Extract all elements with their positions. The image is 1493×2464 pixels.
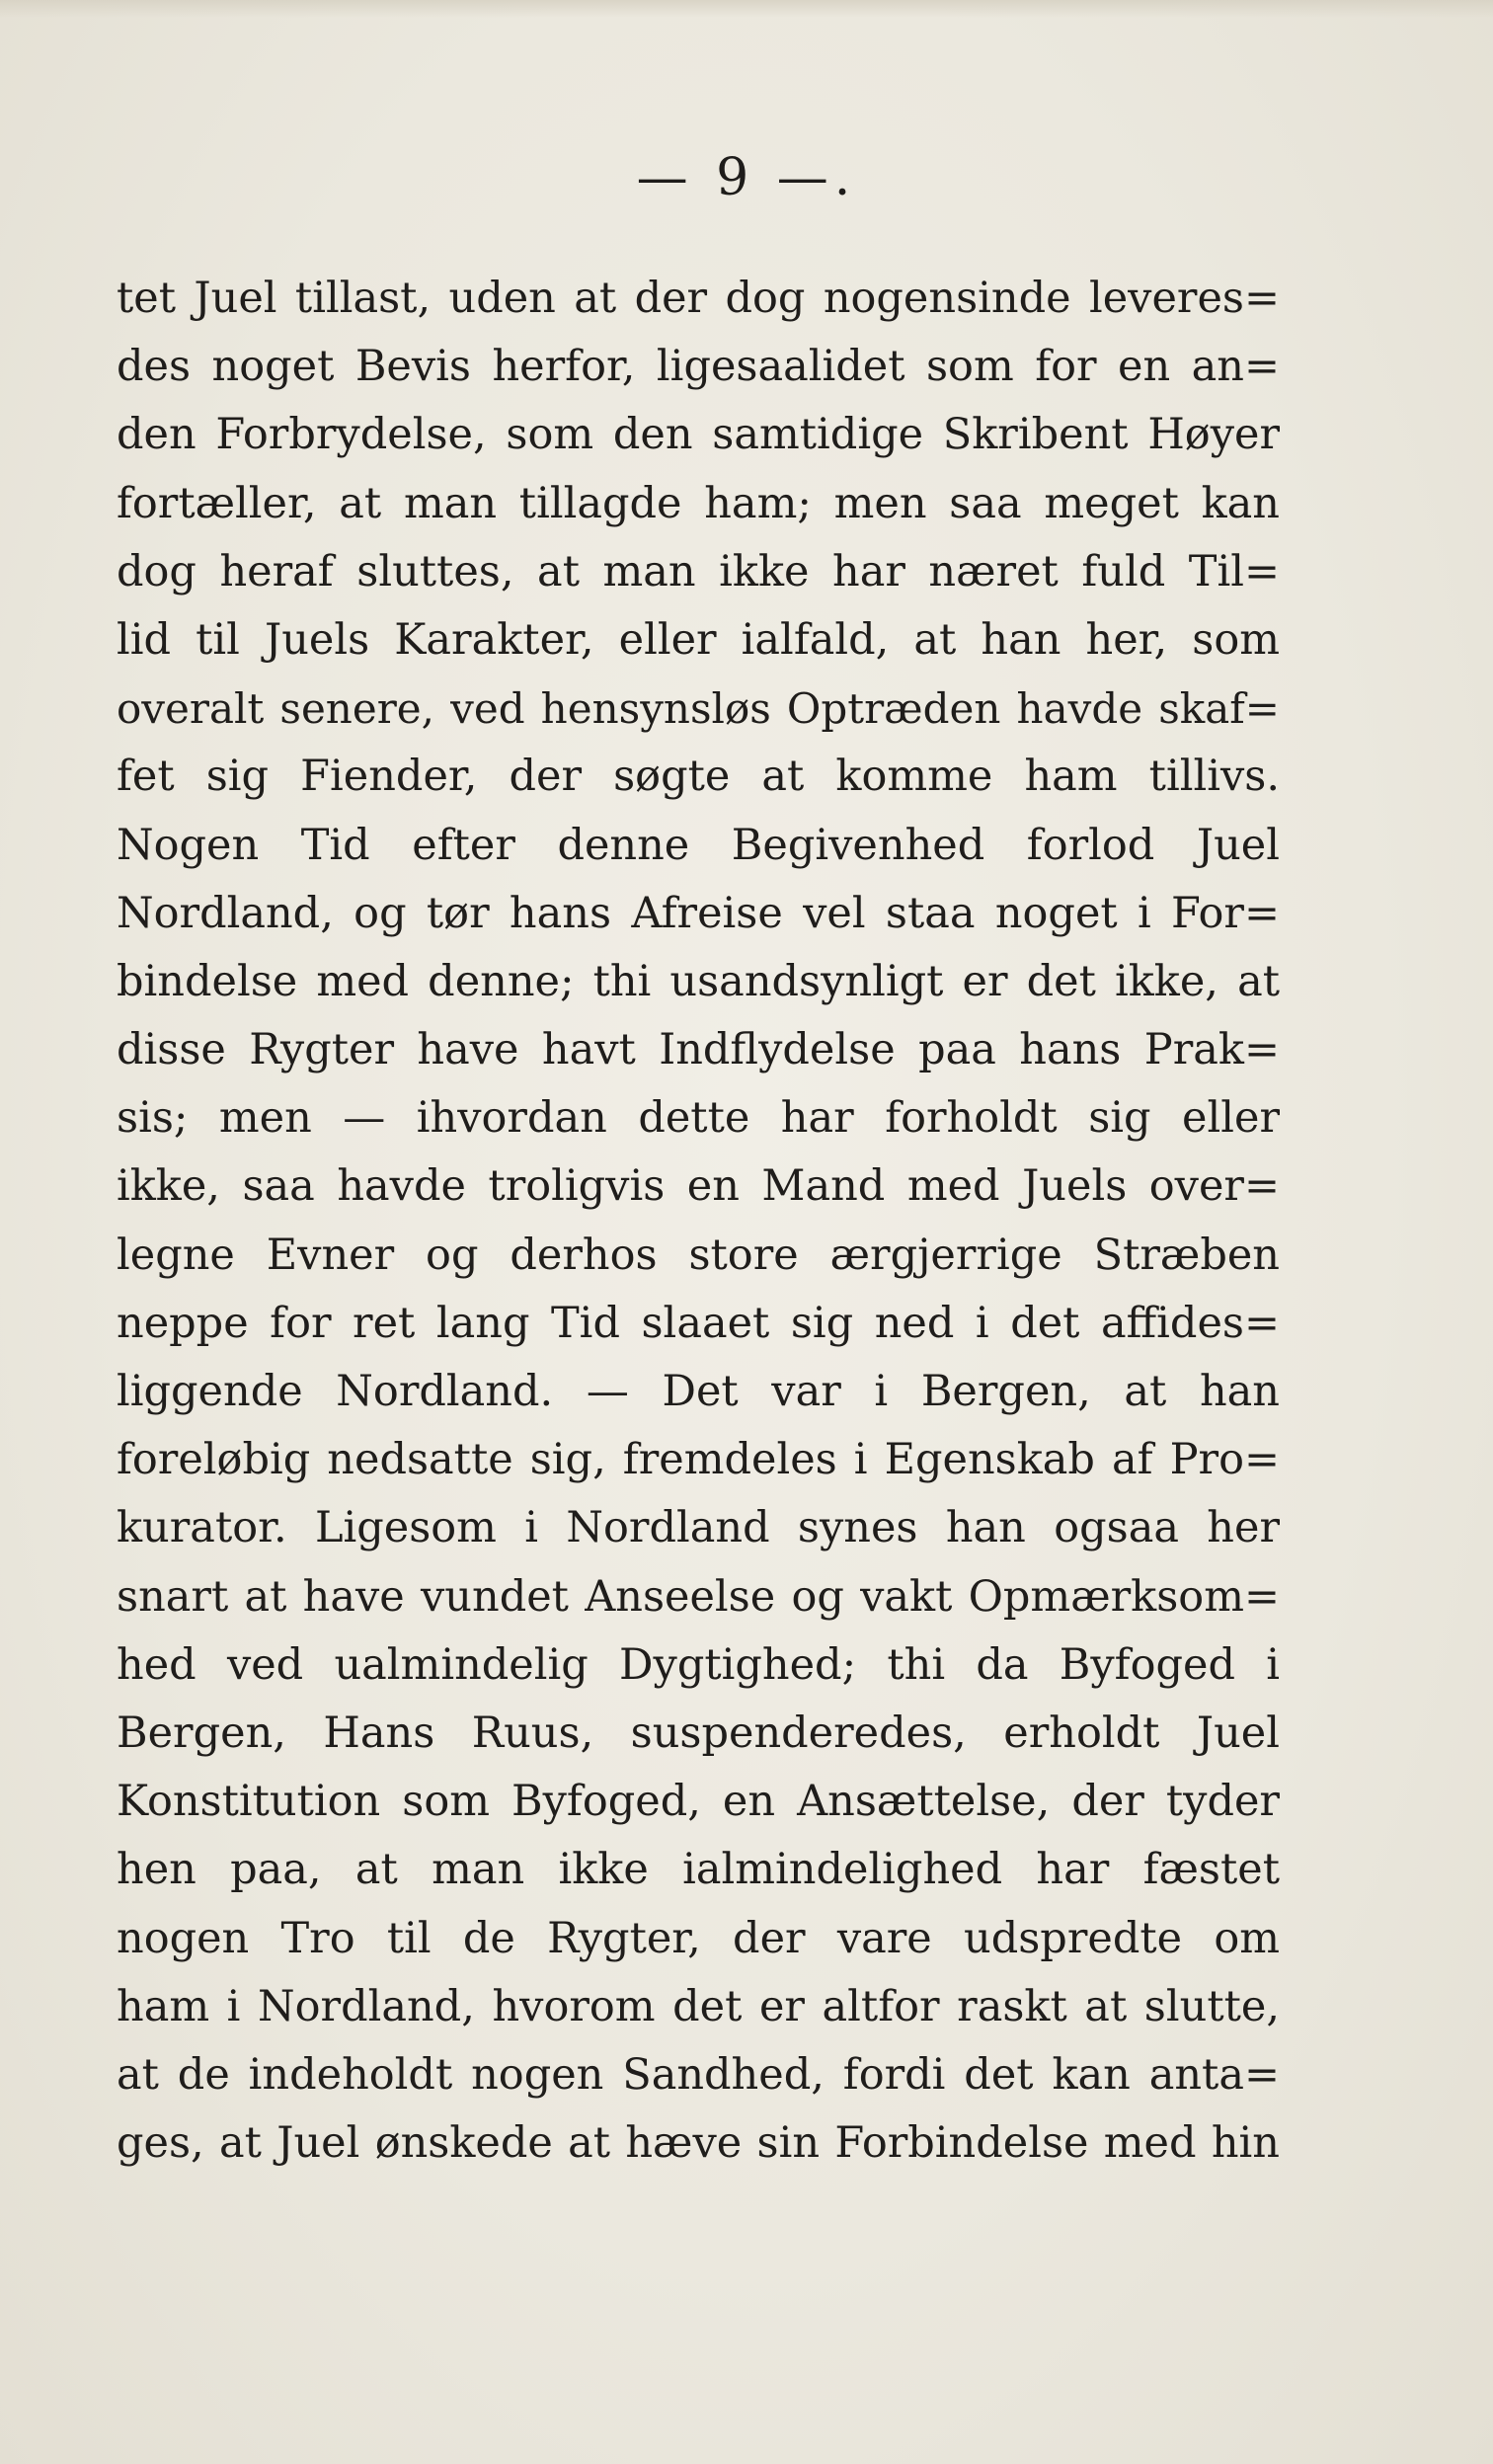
text-line: sis; men — ihvordan dette har forholdt sig eller — [117, 1093, 1280, 1144]
text-line: Bergen, Hans Ruus, suspenderedes, erholdt Juel — [117, 1708, 1280, 1758]
text-line: overalt senere, ved hensynsløs Optræden havde skaf= — [117, 684, 1280, 734]
text-line: at de indeholdt nogen Sandhed, fordi det kan anta= — [117, 2049, 1280, 2100]
body-text — [117, 265, 1280, 2178]
text-line: liggende Nordland. — Det var i Bergen, at han — [117, 1367, 1280, 1416]
text-line: ikke, saa havde troligvis en Mand med Juels over= — [117, 1161, 1280, 1212]
text-line: hed ved ualmindelig Dygtighed; thi da Byfoged i — [117, 1639, 1280, 1690]
text-line: snart at have vundet Anseelse og vakt Opmærksom= — [117, 1571, 1280, 1622]
text-line: ham i Nordland, hvorom det er altfor raskt at slutte, — [117, 1981, 1280, 2031]
text-line: den Forbrydelse, som den samtidige Skribent Høyer — [117, 410, 1280, 460]
text-line: bindelse med denne; thi usandsynligt er det ikke, at — [117, 956, 1280, 1006]
text-line: disse Rygter have havt Indflydelse paa hans Prak= — [117, 1025, 1280, 1075]
text-line: legne Evner og derhos store ærgjerrige Stræben — [117, 1230, 1280, 1280]
text-line: Nogen Tid efter denne Begivenhed forlod Juel — [117, 820, 1280, 870]
page-number: — 9 —. — [636, 148, 857, 207]
text-line: des noget Bevis herfor, ligesaalidet som for en an= — [117, 342, 1280, 392]
text-line: nogen Tro til de Rygter, der vare udspredte om — [117, 1913, 1280, 1963]
text-line: hen paa, at man ikke ialmindelighed har fæstet — [117, 1845, 1280, 1895]
text-line: Konstitution som Byfoged, en Ansættelse, der tyder — [117, 1777, 1280, 1827]
text-line: dog heraf sluttes, at man ikke har næret fuld Til= — [117, 546, 1280, 596]
text-line: fet sig Fiender, der søgte at komme ham tillivs. — [117, 752, 1280, 802]
text-line: Nordland, og tør hans Afreise vel staa noget i For= — [117, 888, 1280, 938]
text-line: neppe for ret lang Tid slaaet sig ned i det affides= — [117, 1298, 1280, 1348]
page-edge-shadow — [0, 0, 1493, 18]
text-line: lid til Juels Karakter, eller ialfald, at han her, som — [117, 614, 1280, 665]
text-line: fortæller, at man tillagde ham; men saa meget kan — [117, 478, 1280, 528]
text-line: ges, at Juel ønskede at hæve sin Forbindelse med hin — [117, 2118, 1280, 2169]
text-line: kurator. Ligesom i Nordland synes han ogsaa her — [117, 1503, 1280, 1553]
text-line: foreløbig nedsatte sig, fremdeles i Egenskab af Pro= — [117, 1435, 1280, 1485]
text-line: tet Juel tillast, uden at der dog nogensinde leveres= — [117, 274, 1280, 323]
